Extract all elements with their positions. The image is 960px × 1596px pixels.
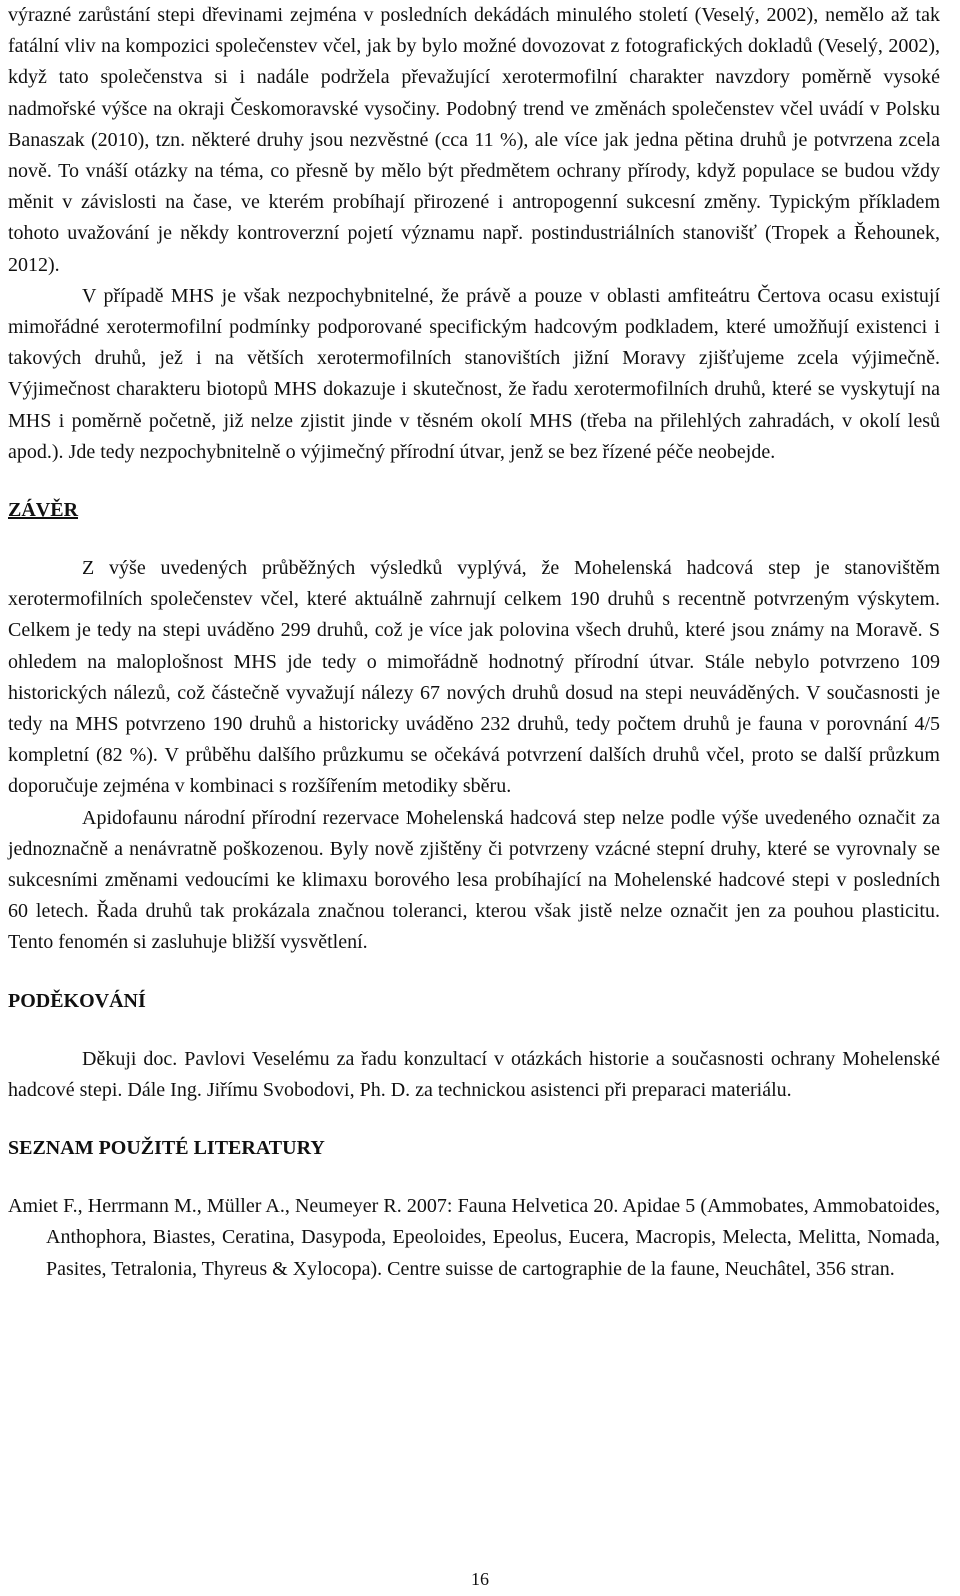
paragraph-podekovani: Děkuji doc. Pavlovi Veselému za řadu konzultací v otázkách historie a současnosti ochrany Mohelenské hadcové stepi. Dále Ing. Jiřímu Svobodovi, Ph. D. za technickou asistenci při preparaci materiálu. [8, 1047, 940, 1101]
paragraph-zaver-1: Z výše uvedených průběžných výsledků vyplývá, že Mohelenská hadcová step je stanovištěm xerotermofilních společenstev včel, které aktuálně zahrnují celkem 190 druhů s recentně potvrzeným výskytem. Celkem je tedy na stepi uváděno 299 druhů, což je více jak polovina všech druhů, které jsou známy na Moravě. S ohledem na maloplošnost MHS jde tedy o mimořádně hodnotný přírodní útvar. Stále nebylo potvrzeno 109 historických nálezů, což částečně vyvažují nálezy 67 nových druhů dosud na stepi neuváděných. V současnosti je tedy na MHS potvrzeno 190 druhů a historicky uváděno 232 druhů, tedy počtem druhů je fauna v porovnání 4/5 kompletní (82 %). V průběhu dalšího průzkumu se očekává potvrzení dalších druhů včel, proto se další průzkum doporučuje zejména v kombinaci s rozšířením metodiky sběru. [8, 557, 940, 798]
heading-zaver: ZÁVĚR [8, 499, 79, 522]
heading-literatura: SEZNAM POUŽITÉ LITERATURY [8, 1137, 325, 1160]
paragraph-zaver-2: Apidofaunu národní přírodní rezervace Mohelenská hadcová step nelze podle výše uvedeného označit za jednoznačně a nenávratně poškozenou. Byly nově zjištěny či potvrzeny vzácné stepní druhy, které se vyrovnaly se sukcesními změnami vedoucími ke klimaxu borového lesa probíhající na Mohelenské hadcové stepi v posledních 60 letech. Řada druhů tak prokázala značnou toleranci, kterou však jistě nelze označit jen za pouhou plasticitu. Tento fenomén si zasluhuje bližší vysvětlení. [8, 806, 940, 954]
heading-podekovani: PODĚKOVÁNÍ [8, 989, 146, 1012]
paragraph-intro-continuation: výrazné zarůstání stepi dřevinami zejména v posledních dekádách minulého století (Veselý, 2002), nemělo až tak fatální vliv na kompozici společenstev včel, jak by bylo možné dovozovat z fotografických dokladů (Veselý, 2002), když tato společenstva si i nadále podržela převažující xerotermofilní charakter navzdory poměrně vysoké nadmořské výšce na okraji Českomoravské vysočiny. Podobný trend ve změnách společenstev včel uvádí v Polsku Banaszak (2010), tzn. některé druhy jsou nezvěstné (cca 11 %), ale více jak jedna pětina druhů je potvrzena zcela nově. To vnáší otázky na téma, co přesně by mělo být předmětem ochrany přírody, když populace se budou vždy měnit v závislosti na čase, ve kterém probíhají přirozené i antropogenní sukcesní změny. Typickým příkladem tohoto uvažování je někdy kontroverzní pojetí významu např. postindustriálních stanovišť (Tropek a Řehounek, 2012). [8, 4, 940, 276]
document-page [8, 0, 940, 1285]
page-number: 16 [471, 1569, 489, 1589]
paragraph-mhs: V případě MHS je však nezpochybnitelné, že právě a pouze v oblasti amfiteátru Čertova ocasu existují mimořádné xerotermofilní podmínky podporované specifickým hadcovým podkladem, které umožňují existenci i takových druhů, jež i na větších xerotermofilních stanovištích jižní Moravy zjišťujeme zcela výjimečně. Výjimečnost charakteru biotopů MHS dokazuje i skutečnost, že řadu xerotermofilních druhů, které se vyskytují na MHS i poměrně početně, již nelze zjistit jinde v těsném okolí MHS (třeba na přilehlých zahradách, v okolí lesů apod.). Jde tedy nezpochybnitelně o výjimečný přírodní útvar, jenž se bez řízené péče neobejde. [8, 284, 940, 463]
reference-item: Amiet F., Herrmann M., Müller A., Neumeyer R. 2007: Fauna Helvetica 20. Apidae 5 (Ammobates, Ammobatoides, Anthophora, Biastes, Ceratina, Dasypoda, Epeoloides, Epeolus, Eucera, Macropis, Melecta, Melitta, Nomada, Pasites, Tetralonia, Thyreus & Xylocopa). Centre suisse de cartographie de la faune, Neuchâtel, 356 stran. [8, 1195, 940, 1280]
